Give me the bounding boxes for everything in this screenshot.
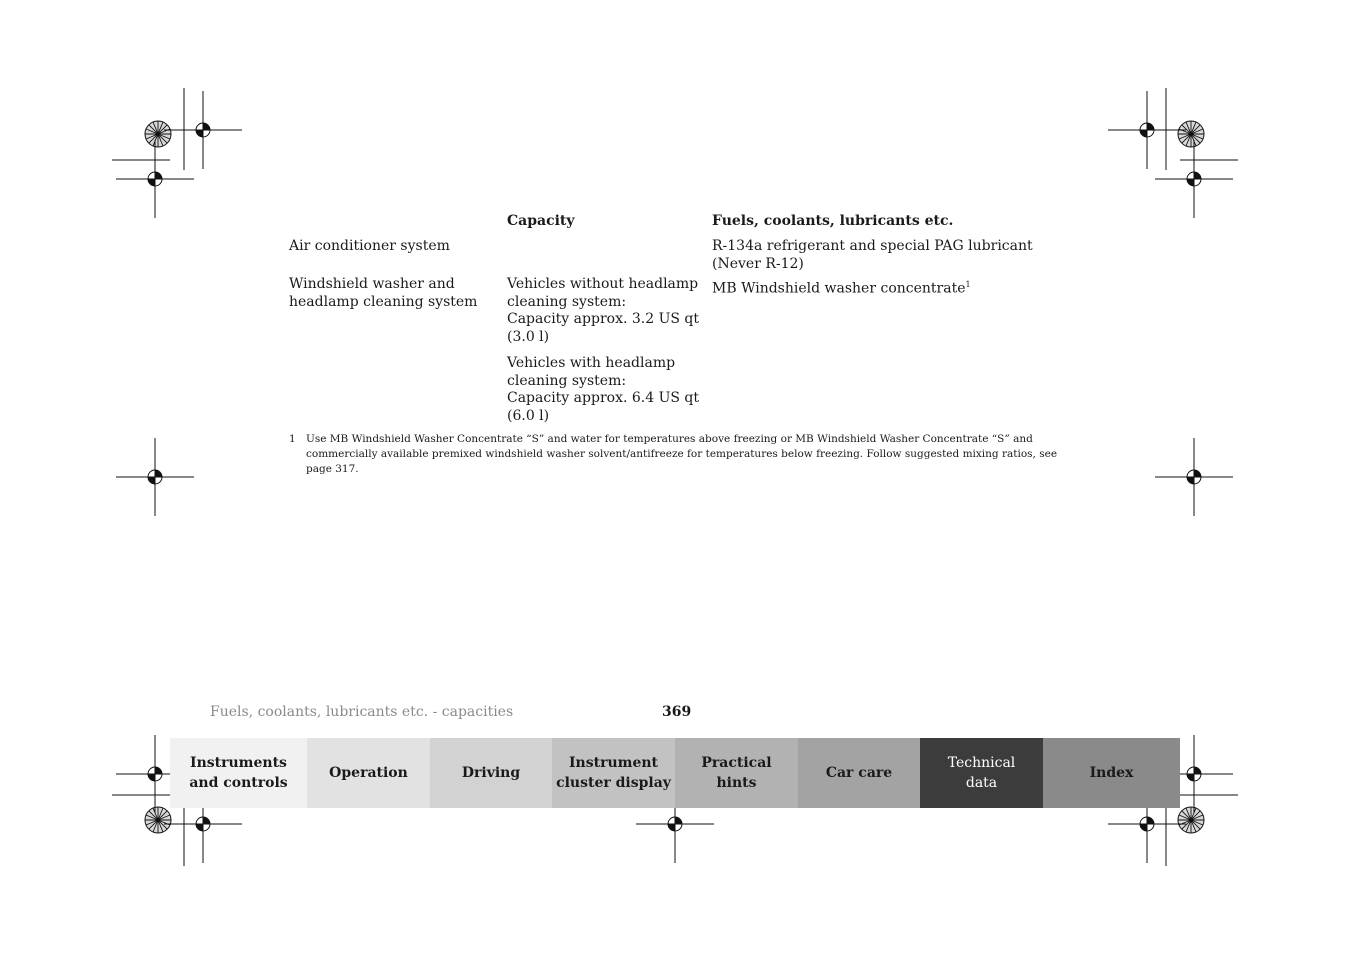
- row-fuels-windshield-washer: [712, 276, 971, 298]
- footnote-line: Use MB Windshield Washer Concentrate “S” and water for temperatures above freezing or MB Windshield Washer Concentrate “S” and: [306, 433, 1033, 445]
- nav-tab-label: Instrument: [569, 755, 658, 771]
- capacity-line: cleaning system:: [507, 372, 627, 389]
- fuels-column-header: Fuels, coolants, lubricants etc.: [712, 213, 954, 229]
- capacity-line: cleaning system:: [507, 293, 627, 310]
- nav-tab-technical-data[interactable]: [920, 738, 1043, 808]
- chapter-nav: [170, 738, 1180, 808]
- section-title: Fuels, coolants, lubricants etc. - capacities: [210, 704, 514, 720]
- capacity-line: (3.0 l): [507, 328, 550, 345]
- nav-tab-instruments-and-controls[interactable]: [170, 738, 307, 808]
- nav-tab-label: Driving: [461, 765, 521, 781]
- system-line: headlamp cleaning system: [289, 293, 478, 310]
- capacity-line: Capacity approx. 6.4 US qt: [507, 390, 700, 406]
- footnote-text: [306, 432, 1066, 477]
- nav-tab-instrument-cluster-display[interactable]: [552, 738, 675, 808]
- nav-tab-label: Car care: [825, 765, 893, 781]
- fuels-line: (Never R-12): [712, 255, 804, 272]
- footnote-line: commercially available premixed windshield washer solvent/antifreeze for temperatures below freezing. Follow suggested mixing ratios, see: [306, 448, 1058, 460]
- capacity-line: Capacity approx. 3.2 US qt: [507, 311, 700, 327]
- nav-tab-label: data: [965, 775, 998, 791]
- nav-tab-label: and controls: [189, 775, 288, 791]
- capacity-line: Vehicles with headlamp: [507, 355, 676, 371]
- system-line: Windshield washer and: [289, 276, 455, 292]
- capacity-line: (6.0 l): [507, 407, 550, 424]
- nav-tab-driving[interactable]: [430, 738, 552, 808]
- nav-tab-operation[interactable]: [307, 738, 430, 808]
- nav-tab-label: Operation: [329, 765, 408, 781]
- footnote-line: page 317.: [306, 463, 359, 475]
- page-number: 369: [662, 704, 692, 720]
- footnote-reference: 1: [965, 280, 971, 289]
- nav-tab-label: Practical hints: [701, 755, 772, 791]
- nav-tab-car-care[interactable]: [798, 738, 920, 808]
- capacity-with-headlamp-cleaning: [507, 355, 699, 425]
- capacity-without-headlamp-cleaning: [507, 276, 699, 346]
- nav-tab-index[interactable]: [1043, 738, 1180, 808]
- nav-tab-label: cluster display: [556, 775, 671, 791]
- nav-tab-label: Technical: [947, 755, 1016, 771]
- row-system-windshield-washer: [289, 276, 477, 311]
- capacity-column-header: Capacity: [507, 213, 575, 229]
- fuels-line: R-134a refrigerant and special PAG lubricant: [712, 238, 1033, 254]
- nav-tab-label: Index: [1089, 765, 1134, 781]
- nav-tab-practical-hints[interactable]: [675, 738, 798, 808]
- footnote-number: 1: [289, 433, 296, 445]
- nav-tab-label: Instruments: [190, 755, 287, 771]
- row-fuels-air-conditioner: [712, 238, 1033, 273]
- fuels-text: MB Windshield washer concentrate: [712, 280, 966, 297]
- row-system-air-conditioner: Air conditioner system: [289, 238, 450, 254]
- capacity-line: Vehicles without headlamp: [507, 276, 699, 292]
